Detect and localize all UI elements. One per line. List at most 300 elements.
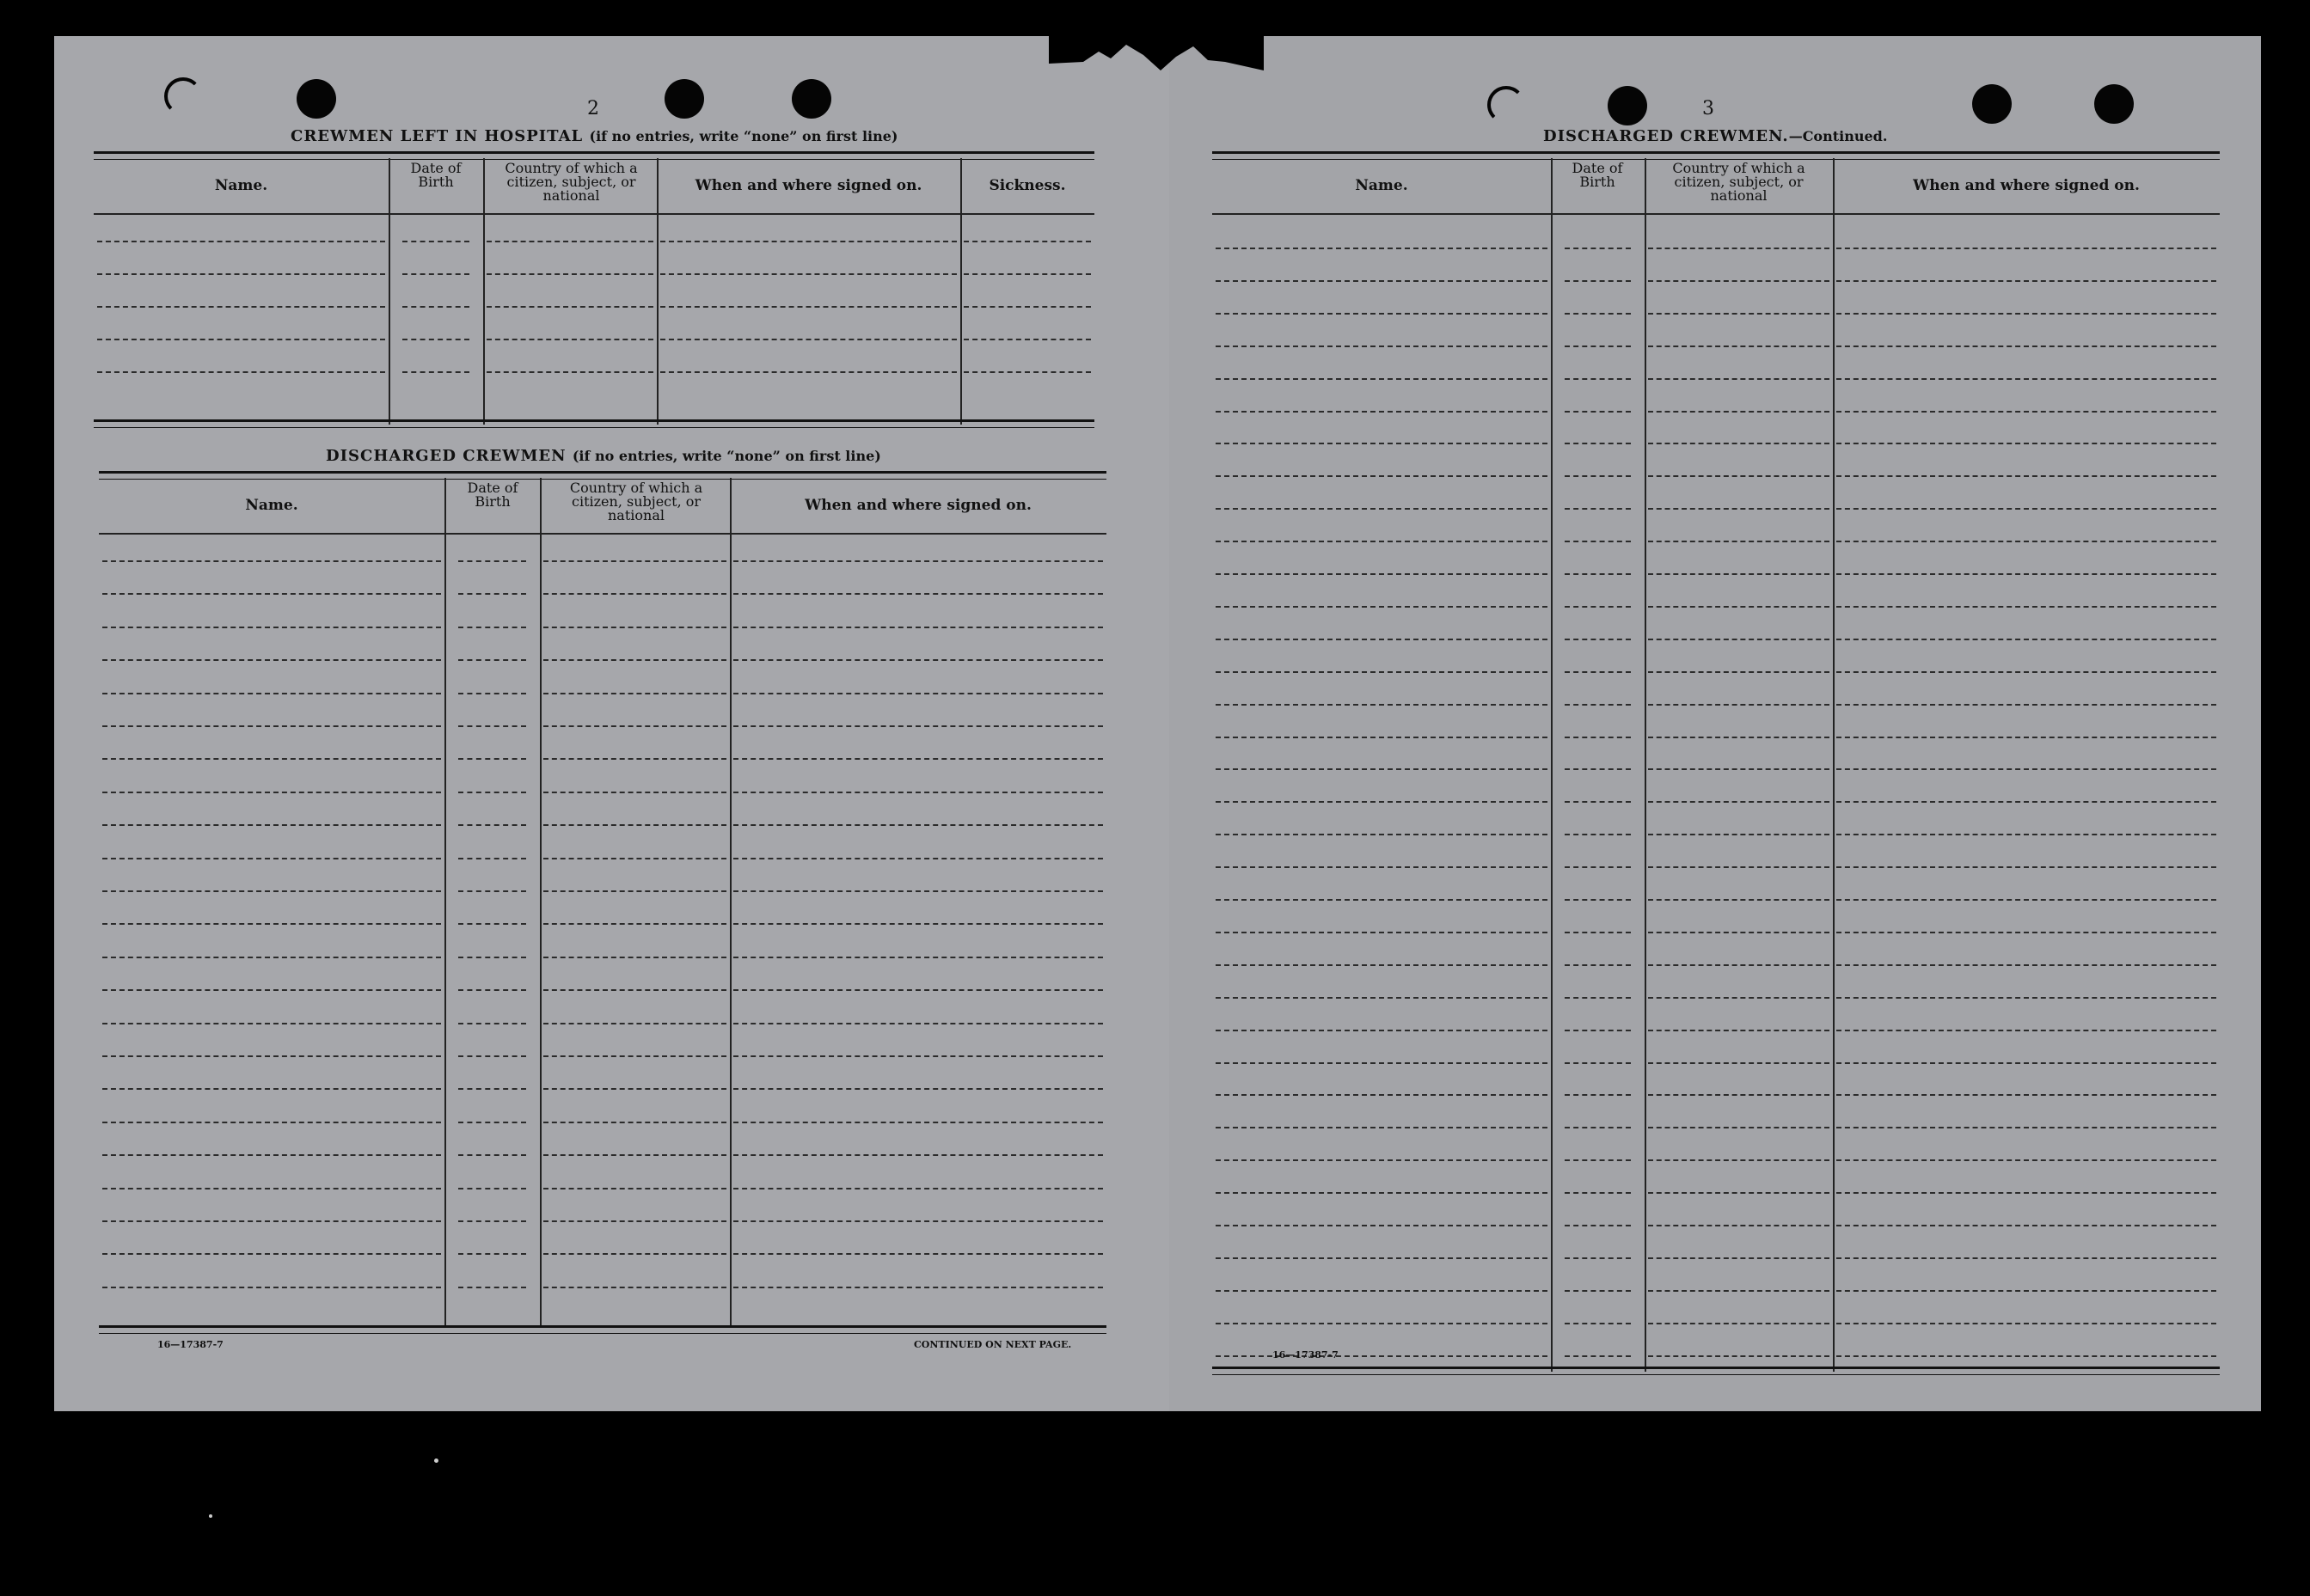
column-divider: [1551, 158, 1553, 1372]
discharged-title-text: DISCHARGED CREWMEN: [326, 447, 567, 465]
blank-entry-line: [102, 792, 441, 793]
blank-entry-line: [458, 593, 526, 595]
blank-entry-line: [487, 241, 653, 242]
blank-entry-line: [1565, 443, 1631, 444]
blank-entry-line: [1565, 1192, 1631, 1194]
blank-entry-line: [1565, 1355, 1631, 1357]
column-divider: [389, 158, 390, 425]
blank-entry-line: [1216, 704, 1547, 706]
blank-entry-line: [733, 858, 1103, 859]
blank-entry-line: [733, 1088, 1103, 1090]
discharged-continued-table: [1212, 151, 2220, 1372]
blank-entry-line: [1216, 1127, 1547, 1128]
blank-entry-line: [402, 339, 469, 340]
blank-entry-line: [402, 241, 469, 242]
page-number: 3: [1702, 98, 1714, 119]
blank-entry-line: [1836, 1159, 2216, 1161]
blank-entry-line: [1836, 1355, 2216, 1357]
blank-entry-line: [1648, 280, 1829, 282]
page-number: 2: [587, 98, 599, 119]
col-header-signed-on: When and where signed on.: [805, 497, 1032, 514]
blank-entry-line: [1565, 378, 1631, 380]
blank-entry-line: [1565, 834, 1631, 835]
blank-entry-line: [1836, 1225, 2216, 1226]
blank-entry-line: [102, 1088, 441, 1090]
blank-entry-line: [1836, 704, 2216, 706]
blank-entry-line: [660, 339, 957, 340]
blank-entry-line: [1565, 475, 1631, 477]
blank-entry-line: [733, 725, 1103, 727]
form-number: 16—17387-7: [157, 1339, 224, 1350]
torn-paper-notch: [1049, 36, 1264, 88]
blank-entry-line: [733, 593, 1103, 595]
blank-entry-line: [1565, 248, 1631, 249]
blank-entry-line: [458, 1220, 526, 1222]
blank-entry-line: [1648, 606, 1829, 608]
blank-entry-line: [1565, 899, 1631, 901]
blank-entry-line: [543, 1287, 726, 1288]
blank-entry-line: [1648, 768, 1829, 770]
blank-entry-line: [733, 890, 1103, 892]
blank-entry-line: [458, 989, 526, 991]
blank-entry-line: [102, 1220, 441, 1222]
blank-entry-line: [102, 1055, 441, 1057]
blank-entry-line: [543, 1220, 726, 1222]
blank-entry-line: [543, 593, 726, 595]
blank-entry-line: [733, 1055, 1103, 1057]
blank-entry-line: [1836, 866, 2216, 868]
blank-entry-line: [660, 306, 957, 308]
blank-entry-line: [402, 306, 469, 308]
blank-entry-line: [1216, 997, 1547, 999]
blank-entry-line: [458, 1154, 526, 1156]
continued-note: CONTINUED ON NEXT PAGE.: [914, 1339, 1072, 1350]
blank-entry-line: [1216, 573, 1547, 575]
blank-entry-line: [1836, 1127, 2216, 1128]
blank-entry-line: [543, 758, 726, 760]
blank-entry-line: [487, 306, 653, 308]
blank-entry-line: [733, 1122, 1103, 1123]
blank-entry-line: [1836, 737, 2216, 738]
blank-entry-line: [1648, 573, 1829, 575]
blank-entry-line: [102, 627, 441, 628]
table-bottom-rule: [1212, 1367, 2220, 1375]
blank-entry-line: [1836, 1257, 2216, 1259]
table-bottom-rule: [94, 419, 1094, 428]
blank-entry-line: [402, 273, 469, 275]
col-header-name: Name.: [214, 177, 268, 194]
blank-entry-line: [458, 659, 526, 661]
blank-entry-line: [97, 306, 385, 308]
blank-entry-line: [1216, 1355, 1547, 1357]
blank-entry-line: [1216, 1159, 1547, 1161]
blank-entry-line: [1565, 1030, 1631, 1031]
blank-entry-line: [102, 693, 441, 694]
blank-entry-line: [1836, 606, 2216, 608]
punch-hole: [1487, 86, 1525, 124]
table-top-rule: [99, 471, 1106, 480]
blank-entry-line: [1648, 1225, 1829, 1226]
blank-entry-line: [458, 1122, 526, 1123]
discharged-table: [99, 471, 1106, 1330]
hospital-section-title: [291, 127, 898, 145]
punch-hole: [2094, 84, 2134, 124]
blank-entry-line: [1565, 573, 1631, 575]
blank-entry-line: [1216, 313, 1547, 315]
blank-entry-line: [102, 593, 441, 595]
blank-entry-line: [1216, 280, 1547, 282]
blank-entry-line: [543, 693, 726, 694]
discharged-continued-text: DISCHARGED CREWMEN.: [1543, 127, 1789, 145]
blank-entry-line: [733, 1220, 1103, 1222]
blank-entry-line: [1216, 411, 1547, 413]
blank-entry-line: [1565, 1290, 1631, 1292]
blank-entry-line: [1648, 866, 1829, 868]
blank-entry-line: [402, 371, 469, 373]
column-divider: [657, 158, 659, 425]
left-page: [54, 36, 1170, 1411]
blank-entry-line: [102, 824, 441, 826]
blank-entry-line: [1565, 1323, 1631, 1324]
dust-speck: [434, 1458, 438, 1463]
blank-entry-line: [1565, 345, 1631, 347]
blank-entry-line: [487, 371, 653, 373]
blank-entry-line: [543, 1122, 726, 1123]
blank-entry-line: [733, 693, 1103, 694]
blank-entry-line: [1216, 248, 1547, 249]
col-header-dob: Date of Birth: [467, 480, 518, 510]
blank-entry-line: [543, 858, 726, 859]
blank-entry-line: [1836, 1323, 2216, 1324]
blank-entry-line: [1565, 280, 1631, 282]
blank-entry-line: [1216, 671, 1547, 673]
blank-entry-line: [1836, 313, 2216, 315]
blank-entry-line: [1836, 899, 2216, 901]
blank-entry-line: [458, 824, 526, 826]
blank-entry-line: [102, 923, 441, 925]
blank-entry-line: [1836, 768, 2216, 770]
blank-entry-line: [458, 693, 526, 694]
blank-entry-line: [97, 273, 385, 275]
column-divider: [540, 478, 542, 1327]
blank-entry-line: [1216, 737, 1547, 738]
col-header-name: Name.: [1355, 177, 1408, 194]
blank-entry-line: [1836, 508, 2216, 510]
blank-entry-line: [102, 957, 441, 958]
blank-entry-line: [458, 1188, 526, 1189]
blank-entry-line: [97, 241, 385, 242]
blank-entry-line: [733, 1023, 1103, 1024]
blank-entry-line: [1565, 1159, 1631, 1161]
blank-entry-line: [102, 1253, 441, 1255]
col-header-country: Country of which a citizen, subject, or national: [569, 480, 703, 523]
blank-entry-line: [1648, 313, 1829, 315]
blank-entry-line: [733, 792, 1103, 793]
column-divider: [960, 158, 962, 425]
blank-entry-line: [660, 273, 957, 275]
blank-entry-line: [1565, 1062, 1631, 1064]
discharged-title-note: (if no entries, write “none” on first line): [572, 448, 881, 464]
blank-entry-line: [1836, 541, 2216, 542]
dust-speck: [209, 1514, 212, 1518]
blank-entry-line: [543, 1253, 726, 1255]
blank-entry-line: [1836, 378, 2216, 380]
blank-entry-line: [1216, 1290, 1547, 1292]
blank-entry-line: [1216, 768, 1547, 770]
blank-entry-line: [1836, 248, 2216, 249]
blank-entry-line: [1565, 671, 1631, 673]
hospital-title-note: (if no entries, write “none” on first line): [589, 128, 898, 144]
blank-entry-line: [543, 1154, 726, 1156]
blank-entry-line: [543, 1055, 726, 1057]
blank-entry-line: [1648, 834, 1829, 835]
blank-entry-line: [1565, 866, 1631, 868]
blank-entry-line: [543, 989, 726, 991]
blank-entry-line: [1216, 606, 1547, 608]
blank-entry-line: [1216, 378, 1547, 380]
blank-entry-line: [1648, 443, 1829, 444]
blank-entry-line: [458, 1088, 526, 1090]
blank-entry-line: [1648, 801, 1829, 803]
blank-entry-line: [1648, 639, 1829, 640]
blank-entry-line: [1216, 1225, 1547, 1226]
blank-entry-line: [1648, 345, 1829, 347]
blank-entry-line: [1216, 345, 1547, 347]
blank-entry-line: [1836, 1192, 2216, 1194]
punch-hole: [297, 79, 336, 119]
blank-entry-line: [1216, 1323, 1547, 1324]
blank-entry-line: [543, 659, 726, 661]
blank-entry-line: [458, 627, 526, 628]
blank-entry-line: [102, 858, 441, 859]
blank-entry-line: [733, 1253, 1103, 1255]
blank-entry-line: [543, 1088, 726, 1090]
blank-entry-line: [1836, 932, 2216, 933]
discharged-continued-title: [1543, 127, 1887, 145]
blank-entry-line: [1216, 932, 1547, 933]
col-header-signed-on: When and where signed on.: [695, 177, 922, 194]
blank-entry-line: [1648, 1323, 1829, 1324]
punch-hole: [792, 79, 831, 119]
hospital-table: [94, 151, 1094, 425]
blank-entry-line: [1836, 964, 2216, 966]
blank-entry-line: [1216, 866, 1547, 868]
col-header-signed-on: When and where signed on.: [1913, 177, 2140, 194]
blank-entry-line: [1836, 1094, 2216, 1096]
blank-entry-line: [1565, 541, 1631, 542]
blank-entry-line: [1216, 801, 1547, 803]
blank-entry-line: [1216, 475, 1547, 477]
blank-entry-line: [1648, 1290, 1829, 1292]
blank-entry-line: [543, 824, 726, 826]
discharged-section-title: [326, 447, 881, 465]
blank-entry-line: [1216, 1257, 1547, 1259]
blank-entry-line: [1565, 801, 1631, 803]
blank-entry-line: [1565, 606, 1631, 608]
column-divider: [1645, 158, 1646, 1372]
column-divider: [483, 158, 485, 425]
blank-entry-line: [1648, 1062, 1829, 1064]
blank-entry-line: [458, 725, 526, 727]
blank-entry-line: [1565, 997, 1631, 999]
blank-entry-line: [1216, 1030, 1547, 1031]
blank-entry-line: [1836, 801, 2216, 803]
blank-entry-line: [1216, 899, 1547, 901]
blank-entry-line: [733, 1287, 1103, 1288]
blank-entry-line: [1216, 964, 1547, 966]
blank-entry-line: [733, 758, 1103, 760]
blank-entry-line: [458, 758, 526, 760]
blank-entry-line: [1648, 508, 1829, 510]
blank-entry-line: [1648, 964, 1829, 966]
blank-entry-line: [1648, 378, 1829, 380]
blank-entry-line: [1648, 1355, 1829, 1357]
column-divider: [1833, 158, 1835, 1372]
blank-entry-line: [458, 560, 526, 562]
blank-entry-line: [1216, 443, 1547, 444]
blank-entry-line: [1216, 541, 1547, 542]
blank-entry-line: [1836, 411, 2216, 413]
blank-entry-line: [1836, 671, 2216, 673]
header-rule: [94, 213, 1094, 215]
header-rule: [99, 533, 1106, 535]
col-header-country: Country of which a citizen, subject, or national: [1672, 160, 1805, 204]
header-rule: [1212, 213, 2220, 215]
blank-entry-line: [102, 1154, 441, 1156]
blank-entry-line: [543, 957, 726, 958]
col-header-name: Name.: [245, 497, 298, 514]
blank-entry-line: [1836, 475, 2216, 477]
blank-entry-line: [1216, 639, 1547, 640]
punch-hole: [1608, 86, 1647, 125]
blank-entry-line: [487, 273, 653, 275]
blank-entry-line: [458, 792, 526, 793]
blank-entry-line: [1565, 313, 1631, 315]
blank-entry-line: [1648, 704, 1829, 706]
blank-entry-line: [1836, 443, 2216, 444]
blank-entry-line: [733, 923, 1103, 925]
blank-entry-line: [1836, 1030, 2216, 1031]
blank-entry-line: [102, 560, 441, 562]
blank-entry-line: [1565, 768, 1631, 770]
blank-entry-line: [1565, 964, 1631, 966]
blank-entry-line: [458, 1287, 526, 1288]
column-divider: [730, 478, 732, 1327]
blank-entry-line: [1648, 671, 1829, 673]
blank-entry-line: [1565, 639, 1631, 640]
blank-entry-line: [1836, 345, 2216, 347]
blank-entry-line: [1565, 737, 1631, 738]
discharged-continued-note: —Continued.: [1788, 128, 1888, 144]
blank-entry-line: [1836, 834, 2216, 835]
blank-entry-line: [1648, 248, 1829, 249]
blank-entry-line: [1565, 932, 1631, 933]
blank-entry-line: [1648, 997, 1829, 999]
hospital-title-text: CREWMEN LEFT IN HOSPITAL: [291, 127, 584, 145]
blank-entry-line: [102, 1023, 441, 1024]
blank-entry-line: [1836, 1290, 2216, 1292]
blank-entry-line: [543, 627, 726, 628]
blank-entry-line: [733, 1154, 1103, 1156]
blank-entry-line: [733, 627, 1103, 628]
blank-entry-line: [543, 725, 726, 727]
blank-entry-line: [1565, 1225, 1631, 1226]
table-bottom-rule: [99, 1325, 1106, 1334]
blank-entry-line: [733, 824, 1103, 826]
table-top-rule: [94, 151, 1094, 160]
blank-entry-line: [1648, 1192, 1829, 1194]
blank-entry-line: [1565, 1127, 1631, 1128]
blank-entry-line: [1648, 541, 1829, 542]
column-divider: [444, 478, 446, 1327]
blank-entry-line: [1216, 1062, 1547, 1064]
blank-entry-line: [1565, 411, 1631, 413]
blank-entry-line: [102, 1122, 441, 1123]
table-top-rule: [1212, 151, 2220, 160]
blank-entry-line: [1836, 639, 2216, 640]
blank-entry-line: [1836, 573, 2216, 575]
blank-entry-line: [1216, 508, 1547, 510]
blank-entry-line: [733, 1188, 1103, 1189]
blank-entry-line: [102, 890, 441, 892]
blank-entry-line: [1648, 737, 1829, 738]
blank-entry-line: [1836, 1062, 2216, 1064]
blank-entry-line: [1648, 1159, 1829, 1161]
blank-entry-line: [1216, 834, 1547, 835]
blank-entry-line: [1565, 1257, 1631, 1259]
blank-entry-line: [1216, 1192, 1547, 1194]
blank-entry-line: [102, 758, 441, 760]
blank-entry-line: [733, 560, 1103, 562]
blank-entry-line: [1565, 1094, 1631, 1096]
blank-entry-line: [458, 1023, 526, 1024]
blank-entry-line: [458, 923, 526, 925]
blank-entry-line: [1216, 1094, 1547, 1096]
blank-entry-line: [964, 306, 1091, 308]
blank-entry-line: [97, 371, 385, 373]
blank-entry-line: [102, 659, 441, 661]
blank-entry-line: [543, 560, 726, 562]
col-header-sickness: Sickness.: [989, 177, 1066, 194]
blank-entry-line: [660, 241, 957, 242]
punch-hole: [164, 77, 202, 115]
blank-entry-line: [102, 989, 441, 991]
blank-entry-line: [1648, 1127, 1829, 1128]
blank-entry-line: [543, 890, 726, 892]
blank-entry-line: [1565, 704, 1631, 706]
blank-entry-line: [964, 339, 1091, 340]
blank-entry-line: [1648, 1257, 1829, 1259]
blank-entry-line: [458, 1253, 526, 1255]
blank-entry-line: [97, 339, 385, 340]
blank-entry-line: [543, 792, 726, 793]
blank-entry-line: [487, 339, 653, 340]
col-header-dob: Date of Birth: [1572, 160, 1623, 190]
blank-entry-line: [1648, 899, 1829, 901]
blank-entry-line: [543, 923, 726, 925]
blank-entry-line: [458, 1055, 526, 1057]
blank-entry-line: [733, 659, 1103, 661]
blank-entry-line: [102, 1188, 441, 1189]
blank-entry-line: [733, 957, 1103, 958]
blank-entry-line: [458, 858, 526, 859]
punch-hole: [1972, 84, 2012, 124]
blank-entry-line: [1836, 280, 2216, 282]
blank-entry-line: [660, 371, 957, 373]
blank-entry-line: [1836, 997, 2216, 999]
blank-entry-line: [1648, 932, 1829, 933]
blank-entry-line: [964, 371, 1091, 373]
